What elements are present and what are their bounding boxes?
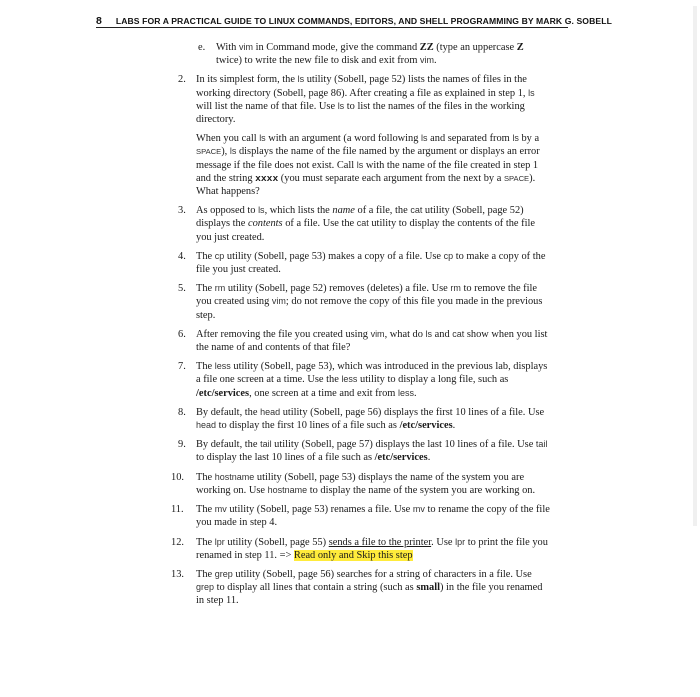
running-header bbox=[96, 11, 612, 28]
list-item-13 bbox=[171, 568, 550, 608]
item-text-continued: When you call ls with an argument (a word following ls and separated from ls by a SPACE), ls displays the name of the file named by the argument or displays an error message if the file does not exist. Call ls with the name of the file created in step 1 and the string xxxx (you must separate each argument from the next by a SPACE). What happens? bbox=[196, 133, 540, 198]
command-vim: vim bbox=[238, 42, 253, 52]
item-text: The less utility (Sobell, page 53), which was introduced in the previous lab, displays a file one screen at a time. Use the less utility to display a long file, such as /etc/services, one screen at a time and exit from less. bbox=[196, 361, 548, 399]
string-xxxx: xxxx bbox=[255, 172, 279, 184]
list-item-11 bbox=[171, 503, 550, 529]
item-marker: 6. bbox=[178, 328, 186, 340]
item-marker: 3. bbox=[178, 205, 186, 217]
list-item-10 bbox=[171, 471, 550, 497]
scrollbar[interactable] bbox=[693, 6, 697, 526]
item-text: The mv utility (Sobell, page 53) renames a file. Use mv to rename the copy of the file you made in step 4. bbox=[196, 504, 550, 529]
item-text: In its simplest form, the ls utility (Sobell, page 52) lists the names of files in the working directory (Sobell, page 86). After creating a file as explained in step 1, ls will list the name of that file. Use ls to list the names of the files in the working directory. bbox=[196, 74, 535, 126]
item-text: By default, the head utility (Sobell, page 56) displays the first 10 lines of a file. Use head to display the first 10 lines of a file such as /etc/services. bbox=[196, 406, 545, 432]
item-marker: 5. bbox=[178, 283, 186, 295]
list-item-9 bbox=[178, 438, 550, 464]
exercise-list bbox=[171, 41, 550, 614]
highlighted-note: Read only and Skip this step bbox=[293, 549, 413, 561]
underlined-text: sends a file to the printer bbox=[328, 536, 432, 548]
list-item-8 bbox=[178, 406, 550, 432]
item-text: The lpr utility (Sobell, page 55) sends a file to the printer. Use lpr to print the file you renamed in step 11. => Read only and Skip this step bbox=[196, 536, 548, 561]
item-marker: 12. bbox=[171, 536, 184, 548]
item-marker: e. bbox=[198, 42, 206, 53]
path-etc-services: /etc/services bbox=[196, 387, 250, 399]
item-text: By default, the tail utility (Sobell, page 57) displays the last 10 lines of a file. Use tail to display the last 10 lines of a file such as /etc/services. bbox=[196, 439, 548, 464]
list-item-2 bbox=[178, 73, 550, 198]
list-item-e bbox=[198, 41, 550, 67]
item-text: The grep utility (Sobell, page 56) searches for a string of characters in a file. Use grep to display all lines that contain a string (such as small) in the file you renamed in step 11. bbox=[196, 568, 543, 607]
item-text: The rm utility (Sobell, page 52) removes (deletes) a file. Use rm to remove the file you created using vim; do not remove the copy of this file you made in the previous step. bbox=[196, 283, 543, 321]
item-text: The hostname utility (Sobell, page 53) displays the name of the system you are working on. Use hostname to display the name of the system you are working on. bbox=[196, 471, 536, 496]
key-space: SPACE bbox=[196, 147, 222, 157]
item-marker: 10. bbox=[171, 471, 184, 483]
page-number: 8 bbox=[96, 15, 102, 27]
list-item-6 bbox=[178, 328, 550, 354]
list-item-12 bbox=[171, 536, 550, 562]
item-marker: 9. bbox=[178, 439, 186, 451]
item-marker: 2. bbox=[178, 74, 186, 86]
header-title: LABS FOR A PRACTICAL GUIDE TO LINUX COMMANDS, EDITORS, AND SHELL PROGRAMMING BY MARK G. SOBELL bbox=[115, 16, 612, 26]
list-item-4 bbox=[178, 250, 550, 276]
list-item-7 bbox=[178, 360, 550, 400]
item-text: After removing the file you created using vim, what do ls and cat show when you list the name of and contents of that file? bbox=[196, 328, 548, 354]
item-marker: 7. bbox=[178, 361, 186, 373]
item-text: The cp utility (Sobell, page 53) makes a copy of a file. Use cp to make a copy of the file you just created. bbox=[196, 250, 546, 276]
command-zz: ZZ bbox=[419, 42, 434, 53]
item-marker: 11. bbox=[171, 504, 184, 516]
item-marker: 8. bbox=[178, 406, 186, 418]
list-item-3 bbox=[178, 204, 550, 244]
item-marker: 4. bbox=[178, 250, 186, 262]
item-text: As opposed to ls, which lists the name of a file, the cat utility (Sobell, page 52) displays the contents of a file. Use the cat utility to display the contents of the file you just created. bbox=[196, 205, 535, 243]
item-marker: 13. bbox=[171, 568, 184, 580]
item-text: With vim in Command mode, give the command ZZ (type an uppercase Z twice) to write the new file to disk and exit from vim. bbox=[216, 42, 524, 67]
list-item-5 bbox=[178, 282, 550, 322]
